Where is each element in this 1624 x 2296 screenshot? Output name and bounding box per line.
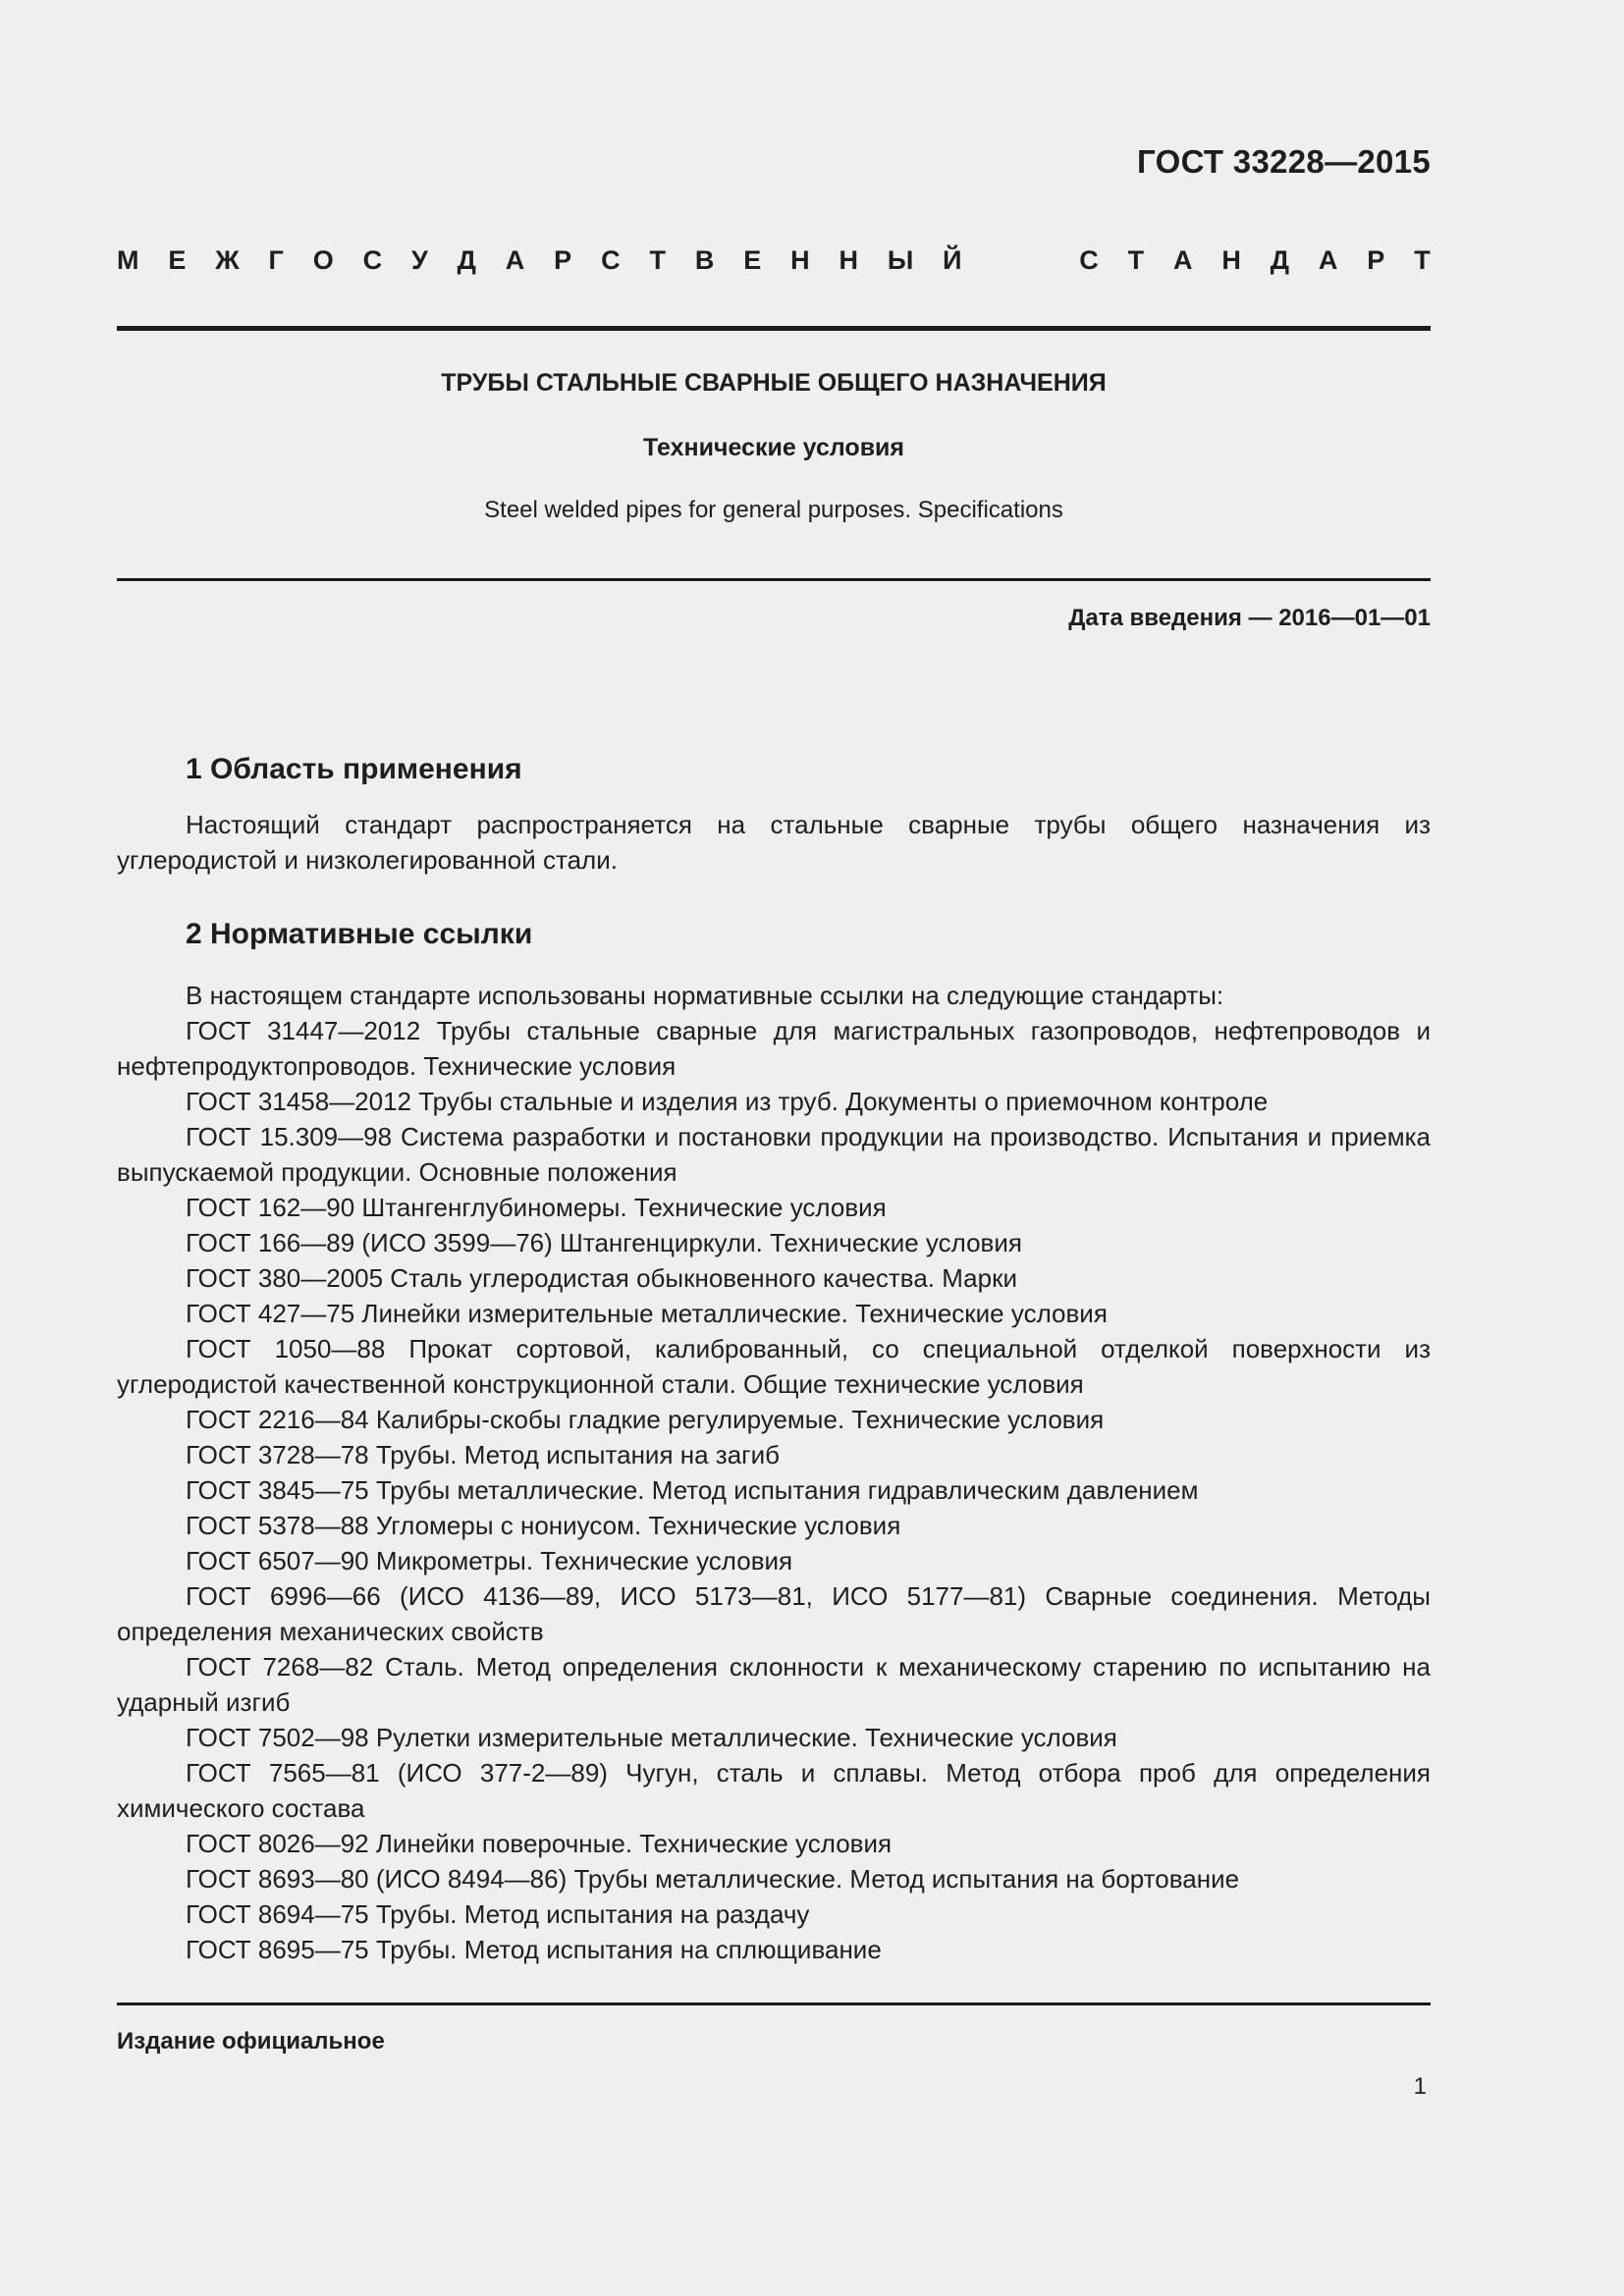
reference-item: ГОСТ 162—90 Штангенглубиномеры. Технические условия [186, 1193, 887, 1222]
standard-type-letter: Н [839, 245, 858, 275]
document-subtitle: Технические условия [642, 434, 905, 461]
standard-type-letter: Е [743, 245, 762, 275]
standard-type-letter: Ж [215, 245, 240, 275]
standard-type-letter: Р [554, 245, 572, 275]
reference-item: ГОСТ 380—2005 Сталь углеродистая обыкновенного качества. Марки [186, 1263, 1017, 1293]
reference-item: ГОСТ 8693—80 (ИСО 8494—86) Трубы металлические. Метод испытания на бортование [186, 1864, 1240, 1894]
standard-type-letter: С [1079, 245, 1099, 275]
reference-item: ГОСТ 6996—66 (ИСО 4136—89, ИСО 5173—81, ИСО 5177—81) Сварные соединения. Методы определения механических свойств [117, 1581, 1431, 1646]
reference-item: ГОСТ 7502—98 Рулетки измерительные металлические. Технические условия [186, 1723, 1117, 1752]
document-code: ГОСТ 33228—2015 [1137, 143, 1431, 180]
standard-type-gap [991, 245, 1050, 276]
reference-item: ГОСТ 5378—88 Угломеры с нониусом. Технические условия [186, 1511, 901, 1540]
standard-type-letter: С [601, 245, 621, 275]
page-number: 1 [1413, 2073, 1427, 2100]
header-rule [117, 326, 1431, 331]
references-intro: В настоящем стандарте использованы нормативные ссылки на следующие стандарты: [186, 981, 1224, 1010]
reference-item: ГОСТ 7565—81 (ИСО 377-2—89) Чугун, сталь и сплавы. Метод отбора проб для определения химического состава [117, 1758, 1431, 1823]
reference-item: ГОСТ 31447—2012 Трубы стальные сварные для магистральных газопроводов, нефтепроводов и нефтепродуктопроводов. Технические условия [117, 1016, 1431, 1081]
standard-type-letter: Д [1270, 245, 1290, 275]
standard-type-letter: А [1173, 245, 1193, 275]
reference-item: ГОСТ 3845—75 Трубы металлические. Метод испытания гидравлическим давлением [186, 1475, 1199, 1505]
standard-type-letter: Д [457, 245, 476, 275]
reference-item: ГОСТ 2216—84 Калибры-скобы гладкие регулируемые. Технические условия [186, 1405, 1105, 1434]
scope-paragraph: Настоящий стандарт распространяется на стальные сварные трубы общего назначения из углеродистой и низколегированной стали. [117, 810, 1431, 875]
standard-type-letter: О [312, 245, 334, 275]
standard-type-letter: Е [168, 245, 187, 275]
reference-item: ГОСТ 15.309—98 Система разработки и постановки продукции на производство. Испытания и приемка выпускаемой продукции. Основные положения [117, 1122, 1431, 1187]
section-scope-body [117, 807, 1431, 878]
standard-type-letter: С [362, 245, 383, 275]
standard-type-letter: Р [1367, 245, 1385, 275]
standard-type-letter: Г [268, 245, 284, 275]
footer-rule [117, 2002, 1431, 2005]
reference-item: ГОСТ 6507—90 Микрометры. Технические условия [186, 1546, 793, 1575]
section-heading-scope: 1 Область применения [186, 753, 522, 785]
standard-type-letter: Т [649, 245, 666, 275]
standard-type-line [117, 245, 1431, 276]
document-page [117, 0, 1431, 2296]
standard-type-letter: В [694, 245, 715, 275]
standard-type-letter: М [117, 245, 139, 275]
reference-item: ГОСТ 427—75 Линейки измерительные металлические. Технические условия [186, 1299, 1108, 1328]
reference-item: ГОСТ 8026—92 Линейки поверочные. Технические условия [186, 1829, 893, 1858]
standard-type-letter: У [411, 245, 428, 275]
document-title: ТРУБЫ СТАЛЬНЫЕ СВАРНЫЕ ОБЩЕГО НАЗНАЧЕНИЯ [441, 369, 1107, 397]
introduction-date: Дата введения — 2016—01—01 [1068, 605, 1431, 631]
standard-type-letter: Ы [887, 245, 914, 275]
standard-type-letter: Т [1127, 245, 1145, 275]
reference-item: ГОСТ 166—89 (ИСО 3599—76) Штангенциркули. Технические условия [186, 1228, 1022, 1257]
english-title: Steel welded pipes for general purposes. Specifications [484, 497, 1063, 523]
standard-type-letter: Н [1221, 245, 1241, 275]
references-list [117, 978, 1431, 1967]
reference-item: ГОСТ 8695—75 Трубы. Метод испытания на сплющивание [186, 1935, 882, 1964]
reference-item: ГОСТ 1050—88 Прокат сортовой, калиброванный, со специальной отделкой поверхности из углеродистой качественной конструкционной стали. Общие технические условия [117, 1334, 1431, 1399]
edition-label: Издание официальное [117, 2028, 385, 2055]
standard-type-letter: А [505, 245, 525, 275]
reference-item: ГОСТ 7268—82 Сталь. Метод определения склонности к механическому старению по испытанию на ударный изгиб [117, 1652, 1431, 1717]
reference-item: ГОСТ 3728—78 Трубы. Метод испытания на загиб [186, 1440, 781, 1469]
section-heading-references: 2 Нормативные ссылки [186, 918, 533, 950]
title-rule [117, 578, 1431, 581]
standard-type-letter: Т [1414, 245, 1431, 275]
standard-type-letter: А [1318, 245, 1338, 275]
reference-item: ГОСТ 31458—2012 Трубы стальные и изделия из труб. Документы о приемочном контроле [186, 1087, 1269, 1116]
standard-type-letter: Й [943, 245, 962, 275]
reference-item: ГОСТ 8694—75 Трубы. Метод испытания на раздачу [186, 1899, 810, 1929]
standard-type-letter: Н [790, 245, 810, 275]
